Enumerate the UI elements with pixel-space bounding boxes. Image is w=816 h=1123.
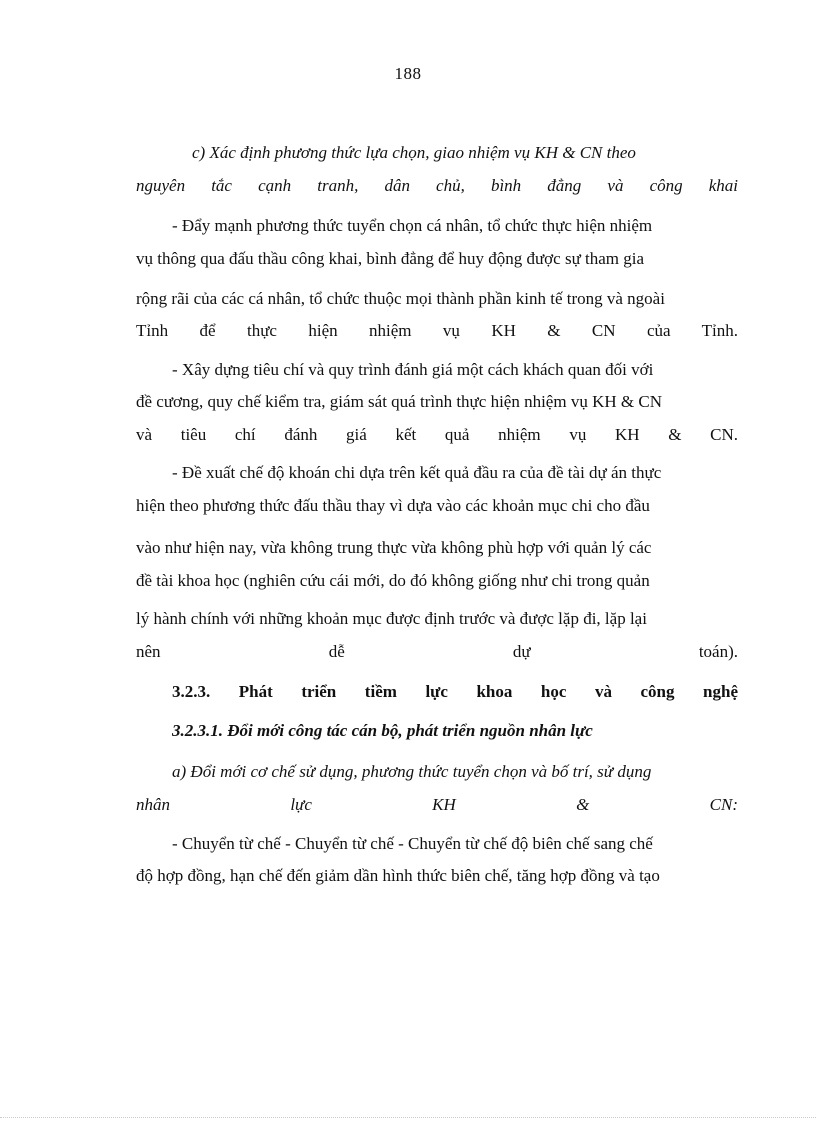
- text-line: - Chuyển từ chế - Chuyển từ chế - Chuyển từ chế độ biên chế sang chế: [172, 834, 653, 853]
- text-line: nhân lực KH & CN:: [136, 795, 738, 814]
- text-line: và tiêu chí đánh giá kết quả nhiệm vụ KH & CN.: [136, 425, 738, 444]
- text-line: nên dễ dự toán).: [136, 642, 738, 661]
- text-line: - Đẩy mạnh phương thức tuyển chọn cá nhân, tổ chức thực hiện nhiệm: [172, 216, 653, 235]
- text-line: hiện theo phương thức đấu thầu thay vì dựa vào các khoản mục chi cho đầu: [136, 496, 650, 515]
- page-number: 188: [394, 64, 422, 83]
- text-line: - Xây dựng tiêu chí và quy trình đánh giá một cách khách quan đối với: [172, 360, 654, 379]
- text-line: - Đề xuất chế độ khoán chi dựa trên kết quả đầu ra của đề tài dự án thực: [172, 463, 662, 482]
- text-line: c) Xác định phương thức lựa chọn, giao nhiệm vụ KH & CN theo: [192, 143, 636, 162]
- text-line: độ hợp đồng, hạn chế đến giảm dần hình thức biên chế, tăng hợp đồng và tạo: [136, 866, 660, 885]
- text-line: a) Đổi mới cơ chế sử dụng, phương thức tuyển chọn và bố trí, sử dụng: [172, 762, 652, 781]
- section-heading: 3.2.3. Phát triển tiềm lực khoa học và công nghệ: [172, 682, 738, 701]
- text-line: lý hành chính với những khoản mục được định trước và được lặp đi, lặp lại: [136, 609, 647, 628]
- text-line: vào như hiện nay, vừa không trung thực vừa không phù hợp với quản lý các: [136, 538, 652, 557]
- subsection-heading: 3.2.3.1. Đổi mới công tác cán bộ, phát triển nguồn nhân lực: [172, 721, 593, 740]
- text-line: rộng rãi của các cá nhân, tổ chức thuộc mọi thành phần kinh tế trong và ngoài: [136, 289, 665, 308]
- page-bottom-rule: [0, 1117, 816, 1118]
- text-line: Tỉnh để thực hiện nhiệm vụ KH & CN của Tỉnh.: [136, 321, 738, 340]
- text-line: đề cương, quy chế kiểm tra, giám sát quá trình thực hiện nhiệm vụ KH & CN: [136, 392, 662, 411]
- text-line: nguyên tắc cạnh tranh, dân chủ, bình đẳng và công khai: [136, 176, 738, 195]
- text-line: đề tài khoa học (nghiên cứu cái mới, do đó không giống như chi trong quản: [136, 571, 650, 590]
- text-line: vụ thông qua đấu thầu công khai, bình đẳng để huy động được sự tham gia: [136, 249, 645, 268]
